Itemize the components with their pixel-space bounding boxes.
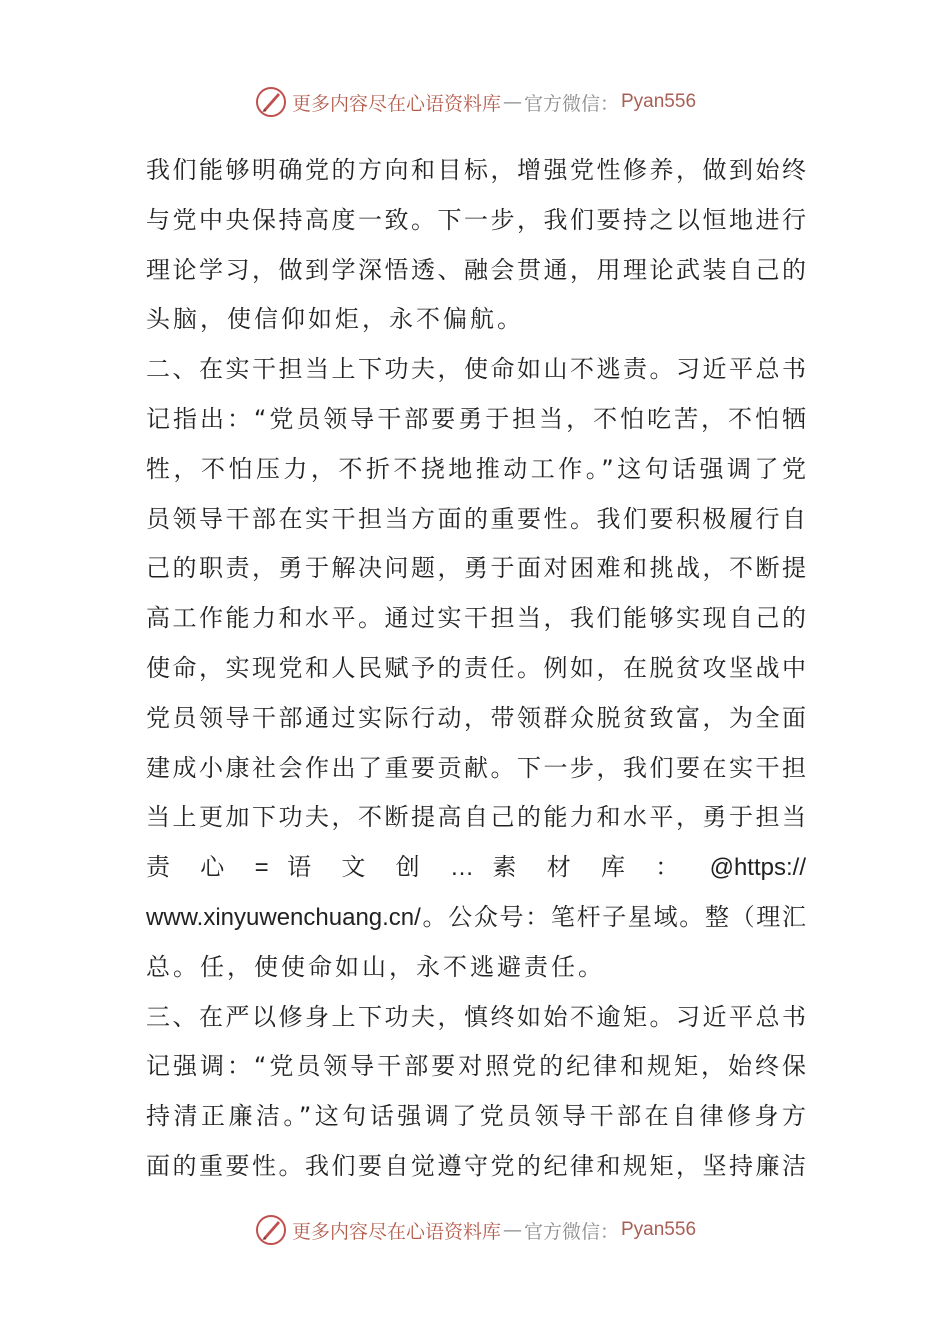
body-line: 头脑，使信仰如炬，永不偏航。 xyxy=(146,305,524,334)
quill-logo-icon xyxy=(254,85,288,119)
header-wechat-label: 官方微信： xyxy=(523,92,619,115)
body-line: 高工作能力和水平。通过实干担当，我们能够实现自己的 xyxy=(146,604,806,633)
body-line: 三、在严以修身上下功夫，慎终如始不逾矩。习近平总书 xyxy=(146,1002,806,1031)
header-banner xyxy=(0,82,950,122)
body-line: 使命，实现党和人民赋予的责任。例如，在脱贫攻坚战中 xyxy=(146,653,806,682)
body-line: 二、在实干担当上下功夫，使命如山不逃责。习近平总书 xyxy=(146,355,806,384)
header-dash: — xyxy=(502,91,522,113)
footer-banner xyxy=(0,1210,950,1250)
body-line: 员领导干部在实干担当方面的重要性。我们要积极履行自 xyxy=(146,504,806,533)
body-line: 与党中央保持高度一致。下一步，我们要持之以恒地进行 xyxy=(146,205,806,234)
header-site-text: 更多内容尽在心语资料库 xyxy=(291,92,501,115)
quill-logo-icon xyxy=(254,1213,288,1247)
body-line: 持清正廉洁。”这句话强调了党员领导干部在自律修身方 xyxy=(146,1102,806,1131)
footer-dash: — xyxy=(502,1219,522,1241)
body-line: 当上更加下功夫，不断提高自己的能力和水平，勇于担当 xyxy=(146,803,806,832)
body-line: 我们能够明确党的方向和目标，增强党性修养，做到始终 xyxy=(146,156,806,184)
body-line: 牲，不怕压力，不折不挠地推动工作。”这句话强调了党 xyxy=(146,454,806,483)
footer-wechat-label: 官方微信： xyxy=(523,1220,619,1243)
body-line: 己的职责，勇于解决问题，勇于面对困难和挑战，不断提 xyxy=(146,554,806,583)
body-line: 记指出：“党员领导干部要勇于担当，不怕吃苦，不怕牺 xyxy=(146,404,806,433)
body-line-watermark: 责 心 = 语 文 创 … 素 材 库 ： @https:// xyxy=(146,854,806,882)
header-wechat-id: Pyan556 xyxy=(621,91,697,112)
footer-wechat-id: Pyan556 xyxy=(621,1219,697,1240)
body-line: 记强调：“党员领导干部要对照党的纪律和规矩，始终保 xyxy=(146,1052,806,1081)
body-line-url: www.xinyuwenchuang.cn/。公众号：笔杆子星域。整（理汇 xyxy=(146,903,806,931)
body-line: 总。任，使使命如山，永不逃避责任。 xyxy=(146,952,605,981)
footer-site-text: 更多内容尽在心语资料库 xyxy=(291,1220,501,1243)
document-body xyxy=(146,146,806,1192)
body-line: 理论学习，做到学深悟透、融会贯通，用理论武装自己的 xyxy=(146,255,806,284)
body-line: 建成小康社会作出了重要贡献。下一步，我们要在实干担 xyxy=(146,753,806,782)
body-line: 面的重要性。我们要自觉遵守党的纪律和规矩，坚持廉洁 xyxy=(146,1151,806,1180)
header-banner-text xyxy=(292,89,696,116)
footer-banner-text xyxy=(292,1217,696,1244)
body-line: 党员领导干部通过实际行动，带领群众脱贫致富，为全面 xyxy=(146,703,806,732)
